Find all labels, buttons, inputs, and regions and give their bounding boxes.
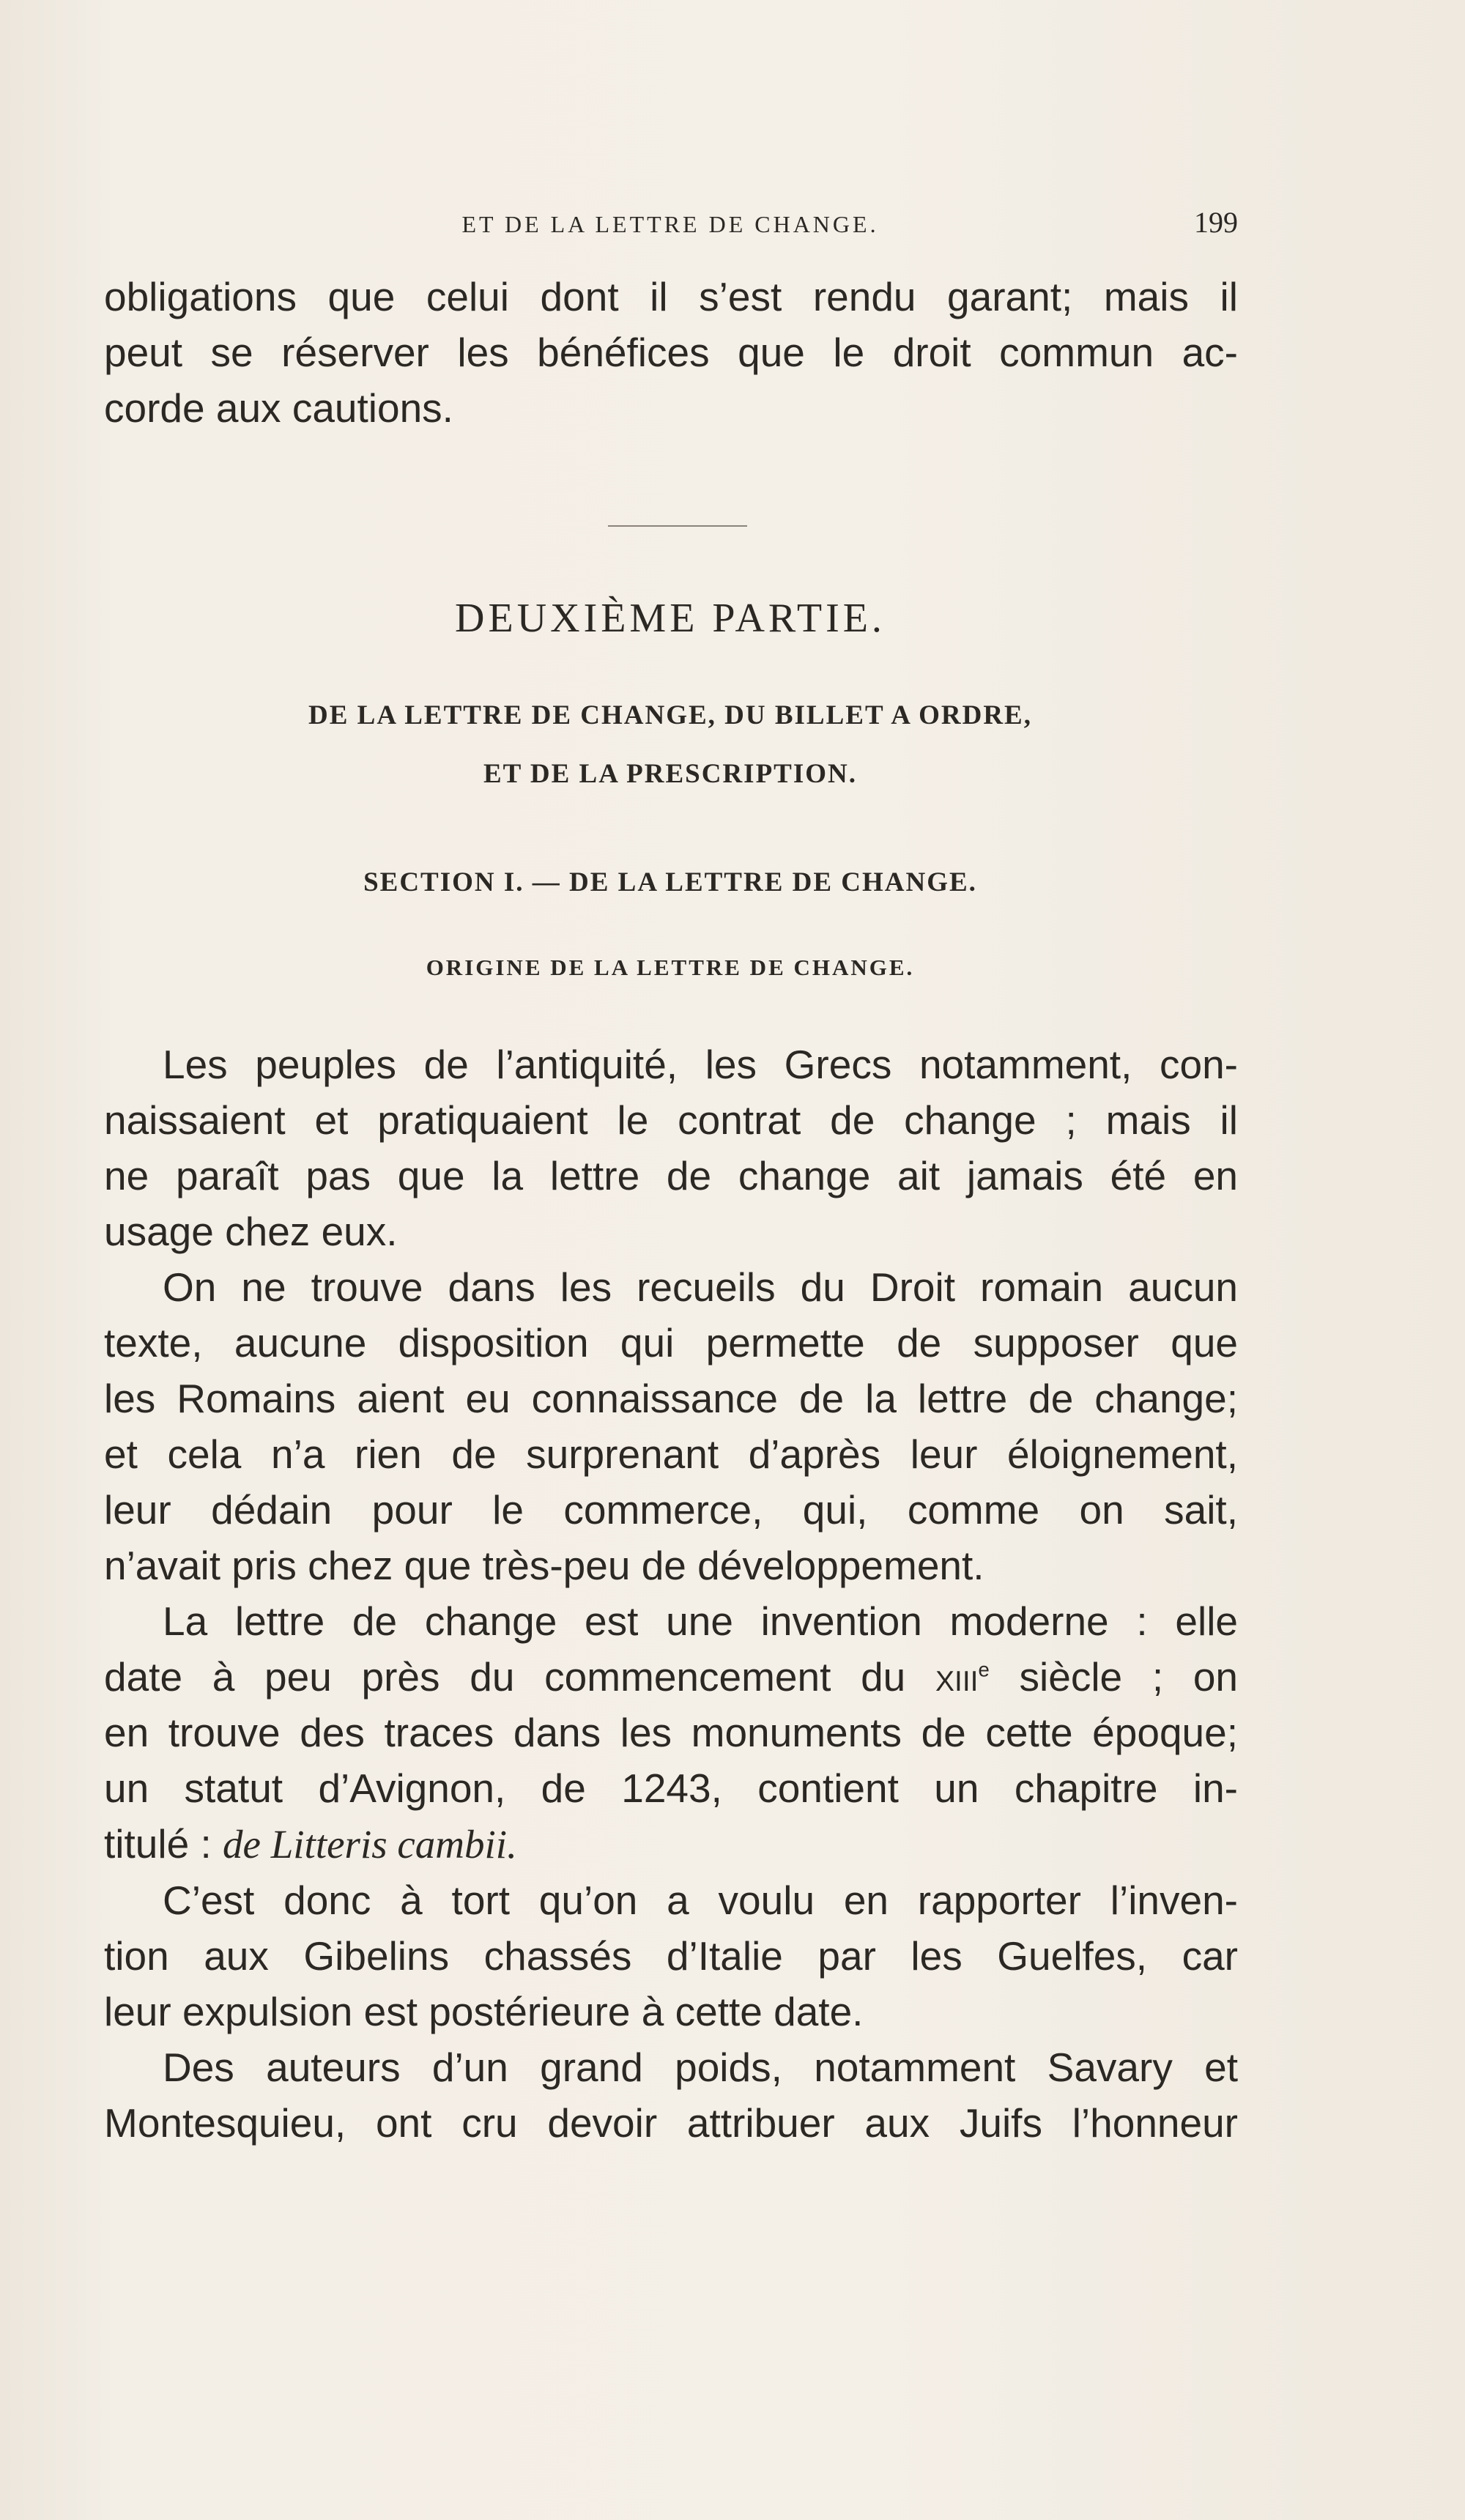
section-divider [608,525,747,527]
text-line: tion aux Gibelins chassés d’Italie par les Guelfes, car [104,1933,1238,1979]
text-line: un statut d’Avignon, de 1243, contient un chapitre in- [104,1765,1238,1811]
text-line: texte, aucune disposition qui permette de supposer que [104,1320,1238,1365]
main-text [104,1037,1238,2151]
running-head [103,205,1238,242]
text-line: Des auteurs d’un grand poids, notamment Savary et [163,2045,1238,2090]
text-line: Montesquieu, ont cru devoir attribuer aux Juifs l’honneur [104,2100,1238,2146]
text-line [104,1816,1238,1872]
text-run: titulé : [104,1821,223,1867]
text-line: les Romains aient eu connaissance de la lettre de change; [104,1376,1238,1421]
text-line: corde aux cautions. [104,385,453,431]
text-line: en trouve des traces dans les monuments de cette époque; [104,1710,1238,1755]
text-line: ne paraît pas que la lettre de change ait jamais été en [104,1153,1238,1198]
text-line: leur expulsion est postérieure à cette date. [104,1989,864,2034]
text-line: obligations que celui dont il s’est rendu garant; mais il [104,274,1238,319]
running-head-title: ET DE LA LETTRE DE CHANGE. [461,211,879,237]
text-line: naissaient et pratiquaient le contrat de change ; mais il [104,1097,1238,1143]
text-line: Les peuples de l’antiquité, les Grecs notamment, con- [163,1042,1238,1087]
part-subtitle: ET DE LA PRESCRIPTION. [483,759,858,789]
superscript: e [978,1658,990,1681]
century-numeral: xiii [935,1654,979,1700]
top-paragraph [104,269,1238,436]
text-line: peut se réserver les bénéfices que le droit commun ac- [104,330,1238,375]
text-line: La lettre de change est une invention moderne : elle [163,1598,1238,1644]
part-subtitle: DE LA LETTRE DE CHANGE, DU BILLET A ORDRE, [308,700,1032,730]
text-line: n’avait pris chez que très-peu de développement. [104,1543,984,1588]
text-line: usage chez eux. [104,1209,398,1254]
page-number: 199 [1194,206,1238,239]
text-run: siècle ; on [989,1654,1238,1700]
section-subheading: ORIGINE DE LA LETTRE DE CHANGE. [426,955,915,980]
latin-title: de Litteris cambii. [223,1822,517,1867]
text-line [104,1649,1238,1705]
part-title: DEUXIÈME PARTIE. [455,596,886,641]
text-run: date à peu près du commencement du [104,1654,935,1700]
text-line: et cela n’a rien de surprenant d’après leur éloignement, [104,1431,1238,1477]
text-line: On ne trouve dans les recueils du Droit romain aucun [163,1264,1238,1310]
text-line: leur dédain pour le commerce, qui, comme on sait, [104,1487,1238,1533]
text-line: C’est donc à tort qu’on a voulu en rapporter l’inven- [163,1878,1238,1923]
section-title: SECTION I. — DE LA LETTRE DE CHANGE. [363,867,977,897]
